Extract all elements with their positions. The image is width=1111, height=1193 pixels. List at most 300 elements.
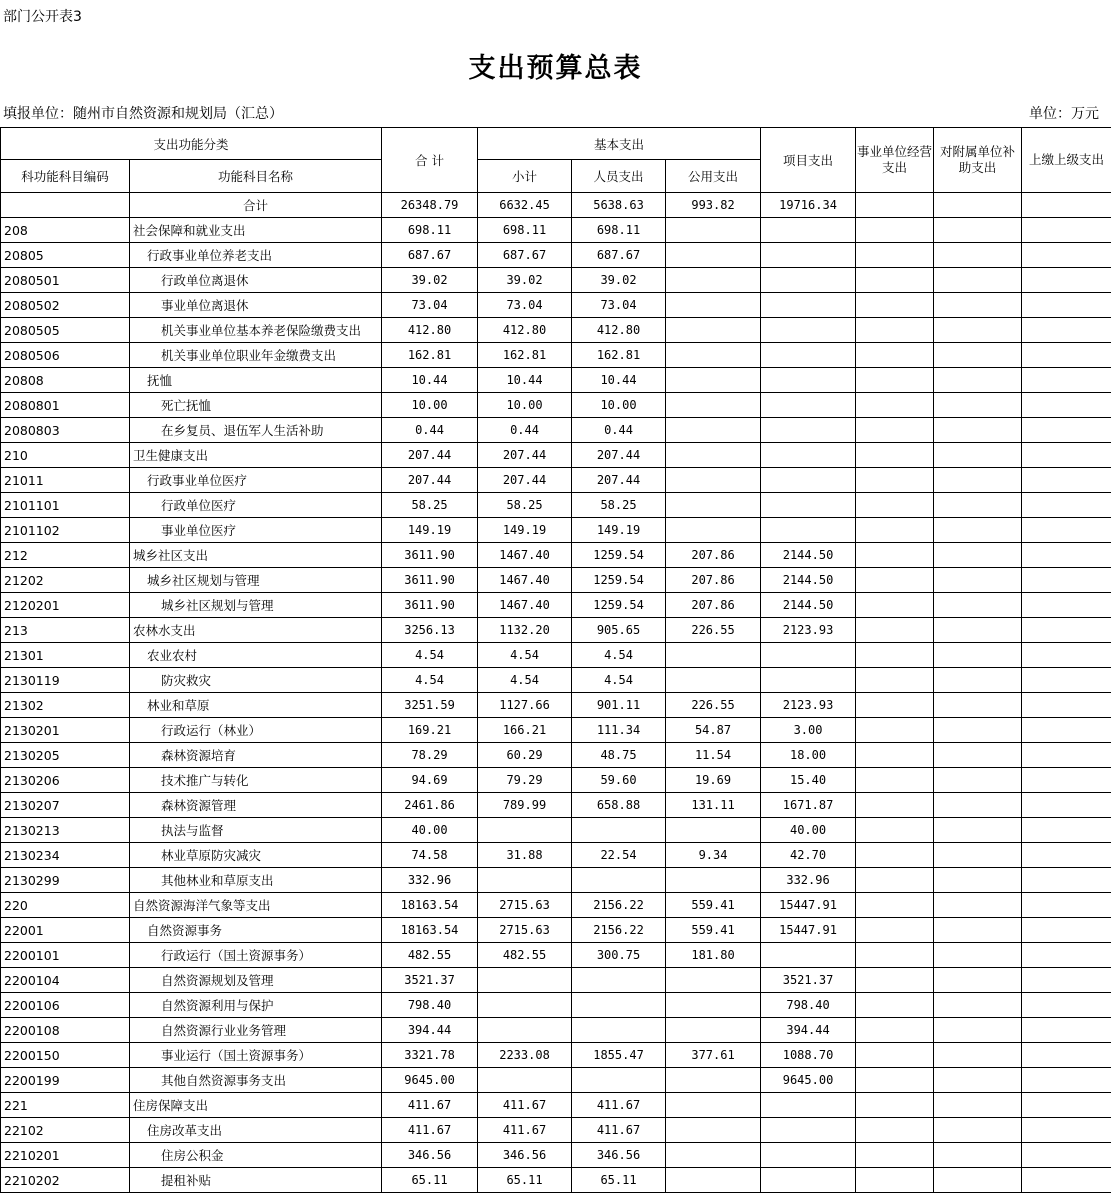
table-header xyxy=(1,128,1111,193)
table-row xyxy=(1,643,1111,668)
page-title: 支出预算总表 xyxy=(468,53,643,84)
row-total: 3256.13 xyxy=(382,618,478,643)
row-project: 2123.93 xyxy=(761,693,856,718)
row-personnel: 346.56 xyxy=(572,1143,666,1168)
table-row xyxy=(1,218,1111,243)
table-body xyxy=(1,193,1111,1193)
row-code: 2101101 xyxy=(1,493,130,518)
row-public: 559.41 xyxy=(666,893,761,918)
row-subtotal: 411.67 xyxy=(478,1093,572,1118)
row-total: 18163.54 xyxy=(382,918,478,943)
row-project: 3521.37 xyxy=(761,968,856,993)
row-public xyxy=(666,668,761,693)
row-name: 社会保障和就业支出 xyxy=(130,218,382,243)
row-total: 3251.59 xyxy=(382,693,478,718)
row-upper xyxy=(1022,918,1111,943)
row-upper xyxy=(1022,1043,1111,1068)
row-subsidiary xyxy=(934,743,1022,768)
row-code: 2200108 xyxy=(1,1018,130,1043)
row-name: 农业农村 xyxy=(130,643,382,668)
row-business xyxy=(856,1018,934,1043)
row-name: 机关事业单位职业年金缴费支出 xyxy=(130,343,382,368)
row-public xyxy=(666,518,761,543)
row-project xyxy=(761,243,856,268)
row-code: 221 xyxy=(1,1093,130,1118)
row-total: 3611.90 xyxy=(382,543,478,568)
row-name: 卫生健康支出 xyxy=(130,443,382,468)
row-name: 其他林业和草原支出 xyxy=(130,868,382,893)
row-total: 10.00 xyxy=(382,393,478,418)
row-personnel: 1259.54 xyxy=(572,543,666,568)
row-code: 2080801 xyxy=(1,393,130,418)
row-total: 412.80 xyxy=(382,318,478,343)
row-upper xyxy=(1022,1068,1111,1093)
row-total: 346.56 xyxy=(382,1143,478,1168)
row-subtotal: 58.25 xyxy=(478,493,572,518)
table-row xyxy=(1,718,1111,743)
header-subtotal: 小计 xyxy=(478,160,572,193)
row-upper xyxy=(1022,668,1111,693)
row-code: 22102 xyxy=(1,1118,130,1143)
row-code: 2210202 xyxy=(1,1168,130,1193)
row-subtotal: 789.99 xyxy=(478,793,572,818)
header-func-class: 支出功能分类 xyxy=(1,128,382,160)
row-name: 城乡社区规划与管理 xyxy=(130,568,382,593)
row-public xyxy=(666,1143,761,1168)
row-personnel: 687.67 xyxy=(572,243,666,268)
row-project: 40.00 xyxy=(761,818,856,843)
row-code: 2080505 xyxy=(1,318,130,343)
row-personnel: 22.54 xyxy=(572,843,666,868)
row-business xyxy=(856,968,934,993)
row-personnel xyxy=(572,968,666,993)
row-business xyxy=(856,293,934,318)
row-upper xyxy=(1022,268,1111,293)
row-subtotal: 411.67 xyxy=(478,1118,572,1143)
row-project xyxy=(761,1143,856,1168)
row-subsidiary xyxy=(934,643,1022,668)
row-public: 207.86 xyxy=(666,568,761,593)
row-code: 2120201 xyxy=(1,593,130,618)
row-public: 19.69 xyxy=(666,768,761,793)
row-subsidiary xyxy=(934,618,1022,643)
row-business xyxy=(856,768,934,793)
row-business xyxy=(856,1168,934,1193)
row-total: 411.67 xyxy=(382,1118,478,1143)
table-row xyxy=(1,343,1111,368)
row-business xyxy=(856,718,934,743)
row-project: 798.40 xyxy=(761,993,856,1018)
row-total: 9645.00 xyxy=(382,1068,478,1093)
row-subsidiary xyxy=(934,918,1022,943)
row-total: 4.54 xyxy=(382,668,478,693)
row-upper xyxy=(1022,818,1111,843)
row-subtotal: 60.29 xyxy=(478,743,572,768)
row-code: 2200150 xyxy=(1,1043,130,1068)
row-personnel: 658.88 xyxy=(572,793,666,818)
row-business xyxy=(856,993,934,1018)
row-business xyxy=(856,868,934,893)
row-project xyxy=(761,218,856,243)
row-code: 2080501 xyxy=(1,268,130,293)
row-code: 212 xyxy=(1,543,130,568)
row-total: 798.40 xyxy=(382,993,478,1018)
row-subsidiary xyxy=(934,468,1022,493)
row-upper xyxy=(1022,443,1111,468)
row-subsidiary xyxy=(934,718,1022,743)
table-row xyxy=(1,593,1111,618)
row-subsidiary xyxy=(934,568,1022,593)
row-personnel: 207.44 xyxy=(572,443,666,468)
row-name: 防灾救灾 xyxy=(130,668,382,693)
row-public xyxy=(666,643,761,668)
row-public: 559.41 xyxy=(666,918,761,943)
row-subsidiary xyxy=(934,1018,1022,1043)
row-subsidiary xyxy=(934,293,1022,318)
row-total: 0.44 xyxy=(382,418,478,443)
row-project: 42.70 xyxy=(761,843,856,868)
table-row xyxy=(1,393,1111,418)
row-name: 抚恤 xyxy=(130,368,382,393)
row-personnel: 48.75 xyxy=(572,743,666,768)
row-business xyxy=(856,843,934,868)
currency-unit: 单位：万元 xyxy=(1029,106,1099,122)
row-code: 2130201 xyxy=(1,718,130,743)
row-subtotal: 65.11 xyxy=(478,1168,572,1193)
table-row xyxy=(1,1168,1111,1193)
row-subtotal: 207.44 xyxy=(478,468,572,493)
row-business xyxy=(856,393,934,418)
row-subtotal: 1467.40 xyxy=(478,593,572,618)
row-total: 2461.86 xyxy=(382,793,478,818)
row-subtotal: 207.44 xyxy=(478,443,572,468)
row-code: 21011 xyxy=(1,468,130,493)
row-name: 行政单位离退休 xyxy=(130,268,382,293)
row-personnel xyxy=(572,1018,666,1043)
row-upper xyxy=(1022,743,1111,768)
row-public xyxy=(666,418,761,443)
row-total: 65.11 xyxy=(382,1168,478,1193)
document-tag: 部门公开表3 xyxy=(3,9,82,25)
total-upper xyxy=(1022,193,1111,218)
table-row xyxy=(1,768,1111,793)
row-total: 73.04 xyxy=(382,293,478,318)
row-subsidiary xyxy=(934,593,1022,618)
row-project: 2144.50 xyxy=(761,543,856,568)
row-subtotal: 79.29 xyxy=(478,768,572,793)
row-name: 农林水支出 xyxy=(130,618,382,643)
row-total: 162.81 xyxy=(382,343,478,368)
row-total: 39.02 xyxy=(382,268,478,293)
row-subtotal: 10.44 xyxy=(478,368,572,393)
row-name: 行政单位医疗 xyxy=(130,493,382,518)
row-upper xyxy=(1022,518,1111,543)
row-subsidiary xyxy=(934,693,1022,718)
row-business xyxy=(856,643,934,668)
row-public xyxy=(666,868,761,893)
row-subsidiary xyxy=(934,818,1022,843)
table-row xyxy=(1,243,1111,268)
row-subtotal xyxy=(478,868,572,893)
row-public: 131.11 xyxy=(666,793,761,818)
row-personnel xyxy=(572,868,666,893)
row-code: 2130213 xyxy=(1,818,130,843)
row-total: 18163.54 xyxy=(382,893,478,918)
row-code: 2130207 xyxy=(1,793,130,818)
row-upper xyxy=(1022,868,1111,893)
table-row xyxy=(1,1018,1111,1043)
row-code: 2200199 xyxy=(1,1068,130,1093)
row-personnel: 0.44 xyxy=(572,418,666,443)
row-business xyxy=(856,318,934,343)
row-personnel: 2156.22 xyxy=(572,893,666,918)
row-name: 森林资源管理 xyxy=(130,793,382,818)
table-row xyxy=(1,843,1111,868)
row-total: 394.44 xyxy=(382,1018,478,1043)
row-code: 2210201 xyxy=(1,1143,130,1168)
row-upper xyxy=(1022,343,1111,368)
row-subtotal: 162.81 xyxy=(478,343,572,368)
row-subsidiary xyxy=(934,368,1022,393)
row-name: 城乡社区支出 xyxy=(130,543,382,568)
row-name: 行政事业单位医疗 xyxy=(130,468,382,493)
row-public xyxy=(666,243,761,268)
row-total: 4.54 xyxy=(382,643,478,668)
header-basic: 基本支出 xyxy=(478,128,761,160)
row-personnel: 411.67 xyxy=(572,1093,666,1118)
row-code: 208 xyxy=(1,218,130,243)
row-public xyxy=(666,1068,761,1093)
row-project xyxy=(761,393,856,418)
row-subtotal: 482.55 xyxy=(478,943,572,968)
table-row xyxy=(1,893,1111,918)
row-subtotal: 166.21 xyxy=(478,718,572,743)
table-row xyxy=(1,618,1111,643)
row-personnel xyxy=(572,1068,666,1093)
table-row xyxy=(1,1143,1111,1168)
row-subsidiary xyxy=(934,443,1022,468)
total-row xyxy=(1,193,1111,218)
header-public: 公用支出 xyxy=(666,160,761,193)
table-row xyxy=(1,368,1111,393)
row-subtotal: 1467.40 xyxy=(478,568,572,593)
row-upper xyxy=(1022,968,1111,993)
row-code: 2200106 xyxy=(1,993,130,1018)
row-code: 2130299 xyxy=(1,868,130,893)
header-code: 科功能科目编码 xyxy=(1,160,130,193)
row-public xyxy=(666,818,761,843)
row-project: 18.00 xyxy=(761,743,856,768)
table-row xyxy=(1,918,1111,943)
row-upper xyxy=(1022,843,1111,868)
row-personnel: 149.19 xyxy=(572,518,666,543)
row-project xyxy=(761,468,856,493)
row-upper xyxy=(1022,543,1111,568)
total-total: 26348.79 xyxy=(382,193,478,218)
row-personnel xyxy=(572,993,666,1018)
table-row xyxy=(1,743,1111,768)
row-upper xyxy=(1022,1093,1111,1118)
row-public: 9.34 xyxy=(666,843,761,868)
row-business xyxy=(856,1043,934,1068)
row-name: 自然资源利用与保护 xyxy=(130,993,382,1018)
row-subsidiary xyxy=(934,968,1022,993)
row-project xyxy=(761,368,856,393)
row-project xyxy=(761,1168,856,1193)
total-code-cell xyxy=(1,193,130,218)
row-public: 207.86 xyxy=(666,593,761,618)
row-business xyxy=(856,1068,934,1093)
row-project: 1671.87 xyxy=(761,793,856,818)
row-subsidiary xyxy=(934,1093,1022,1118)
row-name: 行政事业单位养老支出 xyxy=(130,243,382,268)
row-personnel: 39.02 xyxy=(572,268,666,293)
row-upper xyxy=(1022,493,1111,518)
row-code: 2080506 xyxy=(1,343,130,368)
row-personnel: 905.65 xyxy=(572,618,666,643)
row-name: 行政运行（林业） xyxy=(130,718,382,743)
row-subtotal: 2715.63 xyxy=(478,918,572,943)
row-subsidiary xyxy=(934,493,1022,518)
table-row xyxy=(1,1068,1111,1093)
row-business xyxy=(856,543,934,568)
row-subtotal: 687.67 xyxy=(478,243,572,268)
row-name: 城乡社区规划与管理 xyxy=(130,593,382,618)
row-project xyxy=(761,268,856,293)
row-subtotal: 2233.08 xyxy=(478,1043,572,1068)
table-row xyxy=(1,493,1111,518)
row-business xyxy=(856,818,934,843)
row-upper xyxy=(1022,418,1111,443)
table-row xyxy=(1,943,1111,968)
row-business xyxy=(856,893,934,918)
row-code: 2130205 xyxy=(1,743,130,768)
row-upper xyxy=(1022,693,1111,718)
row-project xyxy=(761,418,856,443)
table-row xyxy=(1,793,1111,818)
row-total: 207.44 xyxy=(382,468,478,493)
row-public xyxy=(666,343,761,368)
row-name: 事业单位离退休 xyxy=(130,293,382,318)
table-row xyxy=(1,543,1111,568)
header-business: 事业单位经营支出 xyxy=(856,128,934,193)
row-business xyxy=(856,468,934,493)
total-subtotal: 6632.45 xyxy=(478,193,572,218)
row-personnel: 73.04 xyxy=(572,293,666,318)
row-project: 332.96 xyxy=(761,868,856,893)
row-public: 226.55 xyxy=(666,618,761,643)
row-name: 自然资源海洋气象等支出 xyxy=(130,893,382,918)
row-public: 377.61 xyxy=(666,1043,761,1068)
table-row xyxy=(1,1118,1111,1143)
row-subsidiary xyxy=(934,1118,1022,1143)
row-subtotal: 698.11 xyxy=(478,218,572,243)
row-upper xyxy=(1022,318,1111,343)
row-total: 332.96 xyxy=(382,868,478,893)
row-upper xyxy=(1022,393,1111,418)
row-personnel: 59.60 xyxy=(572,768,666,793)
total-personnel: 5638.63 xyxy=(572,193,666,218)
row-total: 58.25 xyxy=(382,493,478,518)
row-total: 10.44 xyxy=(382,368,478,393)
row-name: 行政运行（国土资源事务） xyxy=(130,943,382,968)
row-upper xyxy=(1022,718,1111,743)
row-subsidiary xyxy=(934,768,1022,793)
row-code: 2080803 xyxy=(1,418,130,443)
row-project: 1088.70 xyxy=(761,1043,856,1068)
row-public xyxy=(666,443,761,468)
row-name: 自然资源规划及管理 xyxy=(130,968,382,993)
row-upper xyxy=(1022,293,1111,318)
row-project xyxy=(761,443,856,468)
row-subtotal: 2715.63 xyxy=(478,893,572,918)
row-code: 21202 xyxy=(1,568,130,593)
row-name: 事业单位医疗 xyxy=(130,518,382,543)
row-subsidiary xyxy=(934,1143,1022,1168)
row-upper xyxy=(1022,1143,1111,1168)
row-subtotal: 73.04 xyxy=(478,293,572,318)
row-project: 15.40 xyxy=(761,768,856,793)
row-subsidiary xyxy=(934,218,1022,243)
row-public xyxy=(666,393,761,418)
row-subsidiary xyxy=(934,1043,1022,1068)
row-public: 181.80 xyxy=(666,943,761,968)
row-subsidiary xyxy=(934,993,1022,1018)
row-total: 411.67 xyxy=(382,1093,478,1118)
row-name: 住房公积金 xyxy=(130,1143,382,1168)
row-subtotal xyxy=(478,1018,572,1043)
row-subsidiary xyxy=(934,243,1022,268)
row-total: 482.55 xyxy=(382,943,478,968)
table-row xyxy=(1,1043,1111,1068)
row-project: 2144.50 xyxy=(761,568,856,593)
row-public xyxy=(666,268,761,293)
header-subsidiary: 对附属单位补助支出 xyxy=(934,128,1022,193)
row-personnel: 58.25 xyxy=(572,493,666,518)
row-code: 20808 xyxy=(1,368,130,393)
row-business xyxy=(856,493,934,518)
row-personnel: 4.54 xyxy=(572,643,666,668)
table-row xyxy=(1,1093,1111,1118)
row-personnel: 698.11 xyxy=(572,218,666,243)
row-subtotal xyxy=(478,968,572,993)
row-business xyxy=(856,793,934,818)
row-subtotal xyxy=(478,1068,572,1093)
row-code: 210 xyxy=(1,443,130,468)
row-upper xyxy=(1022,243,1111,268)
row-public xyxy=(666,318,761,343)
table-row xyxy=(1,268,1111,293)
row-public xyxy=(666,468,761,493)
row-code: 2130234 xyxy=(1,843,130,868)
row-personnel: 901.11 xyxy=(572,693,666,718)
row-business xyxy=(856,943,934,968)
table-row xyxy=(1,468,1111,493)
row-upper xyxy=(1022,618,1111,643)
row-upper xyxy=(1022,1118,1111,1143)
filing-unit: 填报单位：随州市自然资源和规划局（汇总） xyxy=(3,106,283,122)
row-name: 其他自然资源事务支出 xyxy=(130,1068,382,1093)
row-public xyxy=(666,993,761,1018)
row-business xyxy=(856,1093,934,1118)
table-row xyxy=(1,993,1111,1018)
row-subtotal: 1127.66 xyxy=(478,693,572,718)
row-business xyxy=(856,1118,934,1143)
row-personnel: 4.54 xyxy=(572,668,666,693)
row-name: 在乡复员、退伍军人生活补助 xyxy=(130,418,382,443)
row-personnel: 10.44 xyxy=(572,368,666,393)
row-public: 11.54 xyxy=(666,743,761,768)
